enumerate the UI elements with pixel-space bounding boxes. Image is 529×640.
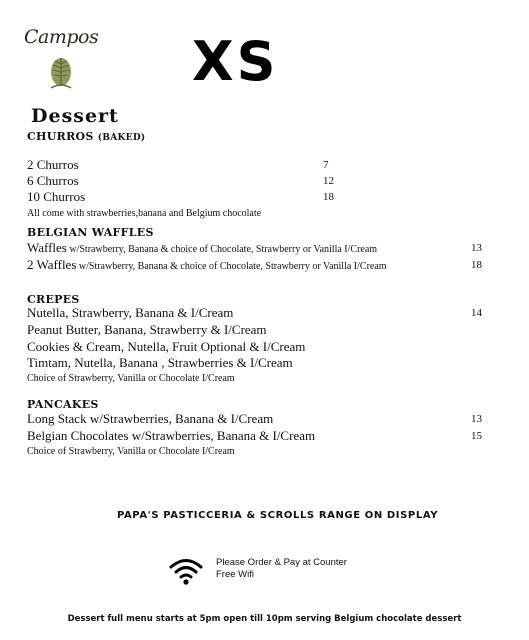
order-info — [216, 557, 347, 581]
logo-text: Campos — [24, 26, 99, 48]
crepes-heading: CREPES — [27, 293, 80, 306]
wifi-text: Free Wifi — [216, 569, 254, 580]
item-price: 18 — [323, 191, 334, 203]
display-banner: PAPA'S PASTICCERIA & SCROLLS RANGE ON DISPLAY — [116, 510, 439, 521]
waffles-heading: BELGIAN WAFFLES — [27, 226, 154, 239]
menu-title: Dessert — [31, 105, 119, 127]
menu-item: 10 Churros — [27, 189, 86, 204]
menu-item: Belgian Chocolates w/Strawberries, Banana & I/Cream — [27, 428, 316, 443]
item-price: 13 — [471, 413, 482, 425]
menu-item: 6 Churros — [27, 173, 79, 188]
pancakes-heading: PANCAKES — [27, 398, 99, 411]
item-desc: w/Strawberry, Banana & choice of Chocolate, Strawberry or Vanilla I/Cream — [66, 244, 378, 255]
order-text: Please Order & Pay at Counter — [216, 557, 347, 568]
menu-item: 2 Churros — [27, 157, 79, 172]
item-name: 2 Waffles — [27, 257, 77, 272]
leaf-emblem-icon — [46, 52, 76, 90]
footer-note: Dessert full menu starts at 5pm open till 10pm serving Belgium chocolate dessert — [67, 614, 462, 624]
menu-item: Cookies & Cream, Nutella, Fruit Optional & I/Cream — [27, 339, 306, 354]
menu-item: Peanut Butter, Banana, Strawberry & I/Cream — [27, 322, 267, 337]
item-name: Waffles — [27, 240, 67, 255]
campos-logo — [24, 26, 100, 96]
item-price: 7 — [323, 159, 329, 171]
pancakes-note: Choice of Strawberry, Vanilla or Chocolate I/Cream — [27, 446, 235, 457]
item-price: 15 — [471, 430, 482, 442]
item-price: 18 — [471, 259, 482, 271]
wifi-icon — [168, 556, 204, 586]
churros-heading-sub: (BAKED) — [97, 133, 146, 143]
item-price: 13 — [471, 242, 482, 254]
item-price: 12 — [323, 175, 334, 187]
menu-item: Timtam, Nutella, Banana , Strawberries & I/Cream — [27, 355, 293, 370]
menu-item: Long Stack w/Strawberries, Banana & I/Cream — [27, 411, 274, 426]
crepes-note: Choice of Strawberry, Vanilla or Chocolate I/Cream — [27, 373, 235, 384]
churros-heading-text: CHURROS — [27, 130, 94, 143]
menu-item: Nutella, Strawberry, Banana & I/Cream — [27, 305, 234, 320]
churros-note: All come with strawberries,banana and Belgium chocolate — [27, 208, 262, 219]
menu-item — [27, 257, 387, 273]
churros-heading — [27, 130, 146, 143]
item-desc: w/Strawberry, Banana & choice of Chocolate, Strawberry or Vanilla I/Cream — [76, 261, 387, 272]
brand-name: XS — [192, 30, 279, 93]
menu-item — [27, 240, 377, 256]
item-price: 14 — [471, 307, 482, 319]
